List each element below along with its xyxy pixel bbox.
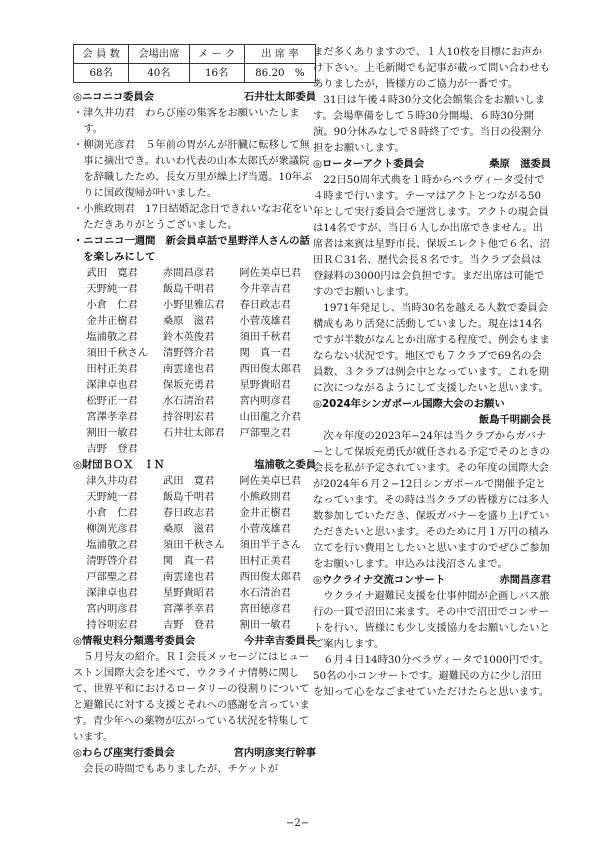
member-name: 飯島千明君 — [162, 491, 215, 503]
right-column — [313, 44, 551, 700]
value-cell: 68名 — [74, 64, 129, 83]
member-name: 宮内明彦君 — [86, 603, 138, 615]
member-name: 今井幸吉君 — [239, 283, 291, 295]
header-cell: 会 員 数 — [74, 45, 129, 64]
nikoniko-item: ・津久井功君 わらび座の集客をお願いいたします。 — [73, 107, 300, 135]
info-body: ５月号友の紹介。ＲＩ会長メッセージにはヒューストン国際大会を述べて、ウクライナ情勢に関して、世界平和におけるロータリーの役割りについてと避難民に対する支援とそれへの感謝を言っています。青少年への薬物が広がっている状況を特集しています。 — [73, 651, 310, 743]
singapore-body: 次々年度の2023年−24年は当クラブからガバナーとして保坂充勇氏が就任される予定でそのときの会長を私が予定されています。その年度の国際大会が2024年６月２−12日シンガポールで開催予定となっています。その時は当クラブの皆様方には多人数参加していただき、保坂ガバナーを盛り上げていただきたいと思います。そのために月１万円の積み立てを行い費用としたいと思いますのでぜひご参加をお願いします。申込みは浅沼さんまで。 — [313, 430, 550, 570]
member-name: 南雲達也君 — [162, 363, 215, 375]
member-name: 割田一敏君 — [239, 619, 291, 631]
member-name: 阿佐美卓巳君 — [239, 475, 302, 487]
member-name: 小菅茂雄君 — [239, 315, 291, 327]
member-name: 星野貴昭君 — [239, 379, 291, 391]
member-name: 春日政志君 — [162, 507, 215, 519]
value-cell: 40名 — [129, 64, 189, 83]
header-cell: 会場出席 — [129, 45, 189, 64]
warabi-body: 会長の時間でもありましたが、チケットが — [83, 763, 279, 775]
member-name: 宮澤孝幸君 — [86, 411, 138, 423]
nikoniko-item: ・小熊政則君 17日結婚記念日できれいなお花をいただきありがとうございました。 — [73, 203, 313, 231]
page-number: −2− — [285, 818, 310, 829]
warabi-heading: ◎わらび座実行委員会 宮内明彦実行幹事 — [73, 747, 316, 759]
member-name: 塩浦敬之君 — [86, 331, 138, 343]
member-name: 石井壮太郎君 — [162, 427, 225, 439]
singapore-chair: 飯島千明副会長 — [478, 414, 551, 426]
rotaract-body: 22日50周年式典を１時からベラヴィータ受付で４時まで行います。テーマはアクトとつながる50年として実行委員会で運営します。アクトの現会員は14名ですが、当日６人しか出席できません。出席者は来賓は星野市長、保坂エレクト他で６名、沼田ＲＣ31名、歴代会長８名です。当クラブ会員は登録料の3000円は会負担です。まだ出席は可能ですのでお願いします。 — [313, 174, 550, 298]
ukraine-body: ウクライナ避難民支援を仕事仲間が企画しバス旅行の一貫で沼田に来ます。その中で沼田でコンサートを行い、皆様にも少し支援協力をお願いしたいとご案内します。 — [313, 590, 550, 650]
member-name: 鈴木英俊君 — [162, 331, 215, 343]
member-name: 戸部聖之君 — [86, 571, 138, 583]
member-name: 阿佐美卓巳君 — [239, 267, 302, 279]
member-name: 金井正樹君 — [239, 507, 291, 519]
member-name: 吉野 登君 — [86, 443, 138, 455]
nikoniko-item: ・柳渕光彦君 ５年前の胃がんが肝臓に転移して無事に摘出でき。れいわ代表の山本太郎氏が衆議院を辞職したため、長女万里が繰上げ当選。10年ぶりに国政復帰が叶いました。 — [73, 139, 313, 199]
member-name: 星野貴昭君 — [162, 587, 215, 599]
warabi-body-2: 31日は午後４時30分文化会館集合をお願いします。会場準備をして５時30分開場、６時30分開演。90分休みなしで８時終了です。当日の役割分担をお願いします。 — [313, 94, 546, 154]
member-name: 田村正美君 — [86, 363, 138, 375]
member-name: 持谷明宏君 — [162, 411, 215, 423]
member-name: 南雲達也君 — [162, 571, 215, 583]
member-name: 関 真一君 — [239, 347, 291, 359]
member-name: 桑原 滋君 — [162, 523, 215, 535]
member-name: 水石清治君 — [239, 587, 291, 599]
member-name: 清野啓介君 — [86, 555, 138, 567]
member-name: 金井正樹君 — [86, 315, 138, 327]
member-name: 武田 寛君 — [162, 475, 215, 487]
member-name: 須田千秋さん — [86, 347, 149, 359]
member-name: 小倉 仁君 — [86, 507, 138, 519]
member-name: 飯島千明君 — [162, 283, 215, 295]
member-name: 春日政志君 — [239, 299, 291, 311]
member-name: 天野純一君 — [86, 491, 138, 503]
member-name: 水石清治君 — [162, 395, 215, 407]
member-name: 赤間昌彦君 — [162, 267, 215, 279]
member-name: 吉野 登君 — [162, 619, 215, 631]
member-name: 山田龍之介君 — [239, 411, 302, 423]
singapore-heading: ◎2024年シンガポール国際大会のお願い — [313, 398, 505, 410]
member-name: 津久井功君 — [86, 475, 138, 487]
info-heading: ◎情報史料分類選考委員会 今井幸吉委員長 — [73, 635, 316, 647]
attendance-table — [73, 44, 316, 83]
member-name: 須田千秋さん — [162, 539, 225, 551]
member-name: 宮内明彦君 — [239, 395, 291, 407]
warabi-body-cont: まだ多くありますので、１人10枚を目標にお声かけ下さい。上毛新聞でも記事が載って問い合わせもありましたが，皆様方のご協力が一番です。 — [313, 46, 550, 90]
member-name: 小菅茂雄君 — [239, 523, 291, 535]
member-name: 塩浦敬之君 — [86, 539, 138, 551]
member-name: 深津卓也君 — [86, 587, 138, 599]
member-name: 関 真一君 — [162, 555, 215, 567]
ukraine-heading: ◎ウクライナ交流コンサート 赤間昌彦君 — [313, 574, 551, 586]
member-name: 天野純一君 — [86, 283, 138, 295]
value-cell: 86.20 % — [244, 64, 315, 83]
member-name: 須田半子さん — [239, 539, 302, 551]
member-name: 小熊政則君 — [239, 491, 291, 503]
member-name: 清野啓介君 — [162, 347, 215, 359]
member-name: 宮澤孝幸君 — [162, 603, 215, 615]
left-column — [73, 44, 316, 777]
nikoniko-names — [73, 265, 316, 457]
nikoniko-weekly-title: ・ニコニコ一週間 新会員卓話で星野洋人さんの話を楽しみにして — [73, 235, 310, 263]
member-name: 須田千秋君 — [239, 331, 291, 343]
member-name: 桑原 滋君 — [162, 315, 215, 327]
header-cell: メ ー ク — [189, 45, 244, 64]
rotaract-heading: ◎ローターアクト委員会 桑原 滋委員 — [313, 158, 551, 170]
header-cell: 出 席 率 — [244, 45, 315, 64]
member-name: 西田俊太郎君 — [239, 363, 302, 375]
member-name: 深津卓也君 — [86, 379, 138, 391]
member-name: 宮田徳彦君 — [239, 603, 291, 615]
box-names — [73, 473, 316, 633]
member-name: 西田俊太郎君 — [239, 571, 302, 583]
ukraine-body-2: ６月４日14時30分ベラヴィータで1000円です。50名の小コンサートです。避難民の方に少し沼田を知って心をなごませていただけたらと思います。 — [313, 654, 550, 698]
member-name: 小野里雅広君 — [162, 299, 225, 311]
member-name: 松野正一君 — [86, 395, 138, 407]
member-name: 小倉 仁君 — [86, 299, 138, 311]
value-cell: 16名 — [189, 64, 244, 83]
member-name: 割田一敏君 — [86, 427, 138, 439]
member-name: 戸部聖之君 — [239, 427, 291, 439]
member-name: 保坂充勇君 — [162, 379, 215, 391]
rotaract-body-2: 1971年発足し、当時30名を越える人数で委員会構成もあり活発に活動していました。現在は14名ですが半数がなんとか出席する程度で、例会もままならない状況です。地区でも７クラブで69名の会員数、３クラブは例会中となっています。これを期に次につながるようにして支援したいと思います。 — [313, 302, 550, 394]
member-name: 田村正美君 — [239, 555, 291, 567]
box-heading: ◎財団ＢＯＸ ＩＮ 塩浦敬之委員 — [73, 459, 316, 471]
member-name: 武田 寛君 — [86, 267, 138, 279]
nikoniko-heading: ◎ニコニコ委員会 石井壮太郎委員 — [73, 91, 316, 103]
member-name: 柳渕光彦君 — [86, 523, 138, 535]
member-name: 持谷明宏君 — [86, 619, 138, 631]
